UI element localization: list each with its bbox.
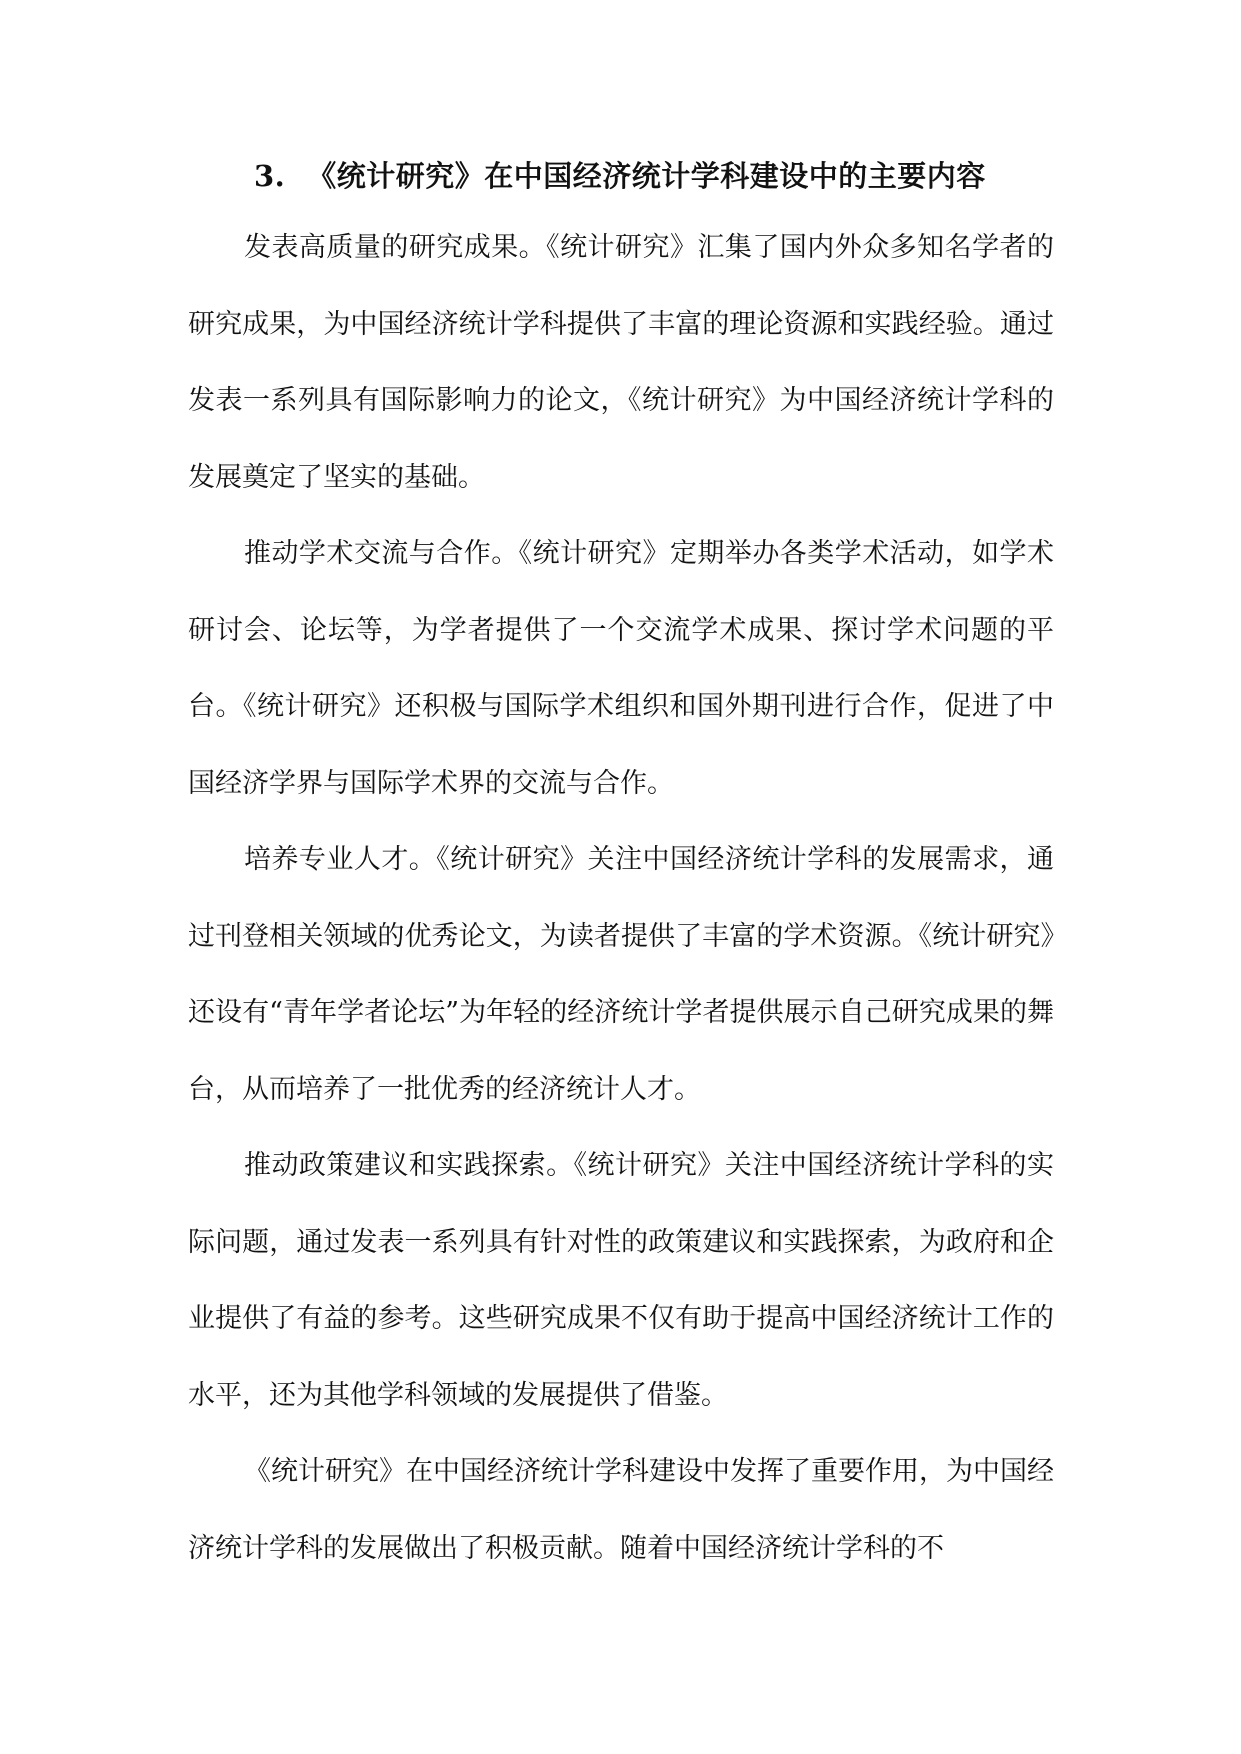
paragraph-talent-cultivation: 培养专业人才。《统计研究》关注中国经济统计学科的发展需求，通过刊登相关领域的优秀论文，为读者提供了丰富的学术资源。《统计研究》还设有“青年学者论坛”为年轻的经济统计学者提供展示自己研究成果的舞台，从而培养了一批优秀的经济统计人才。 (188, 844, 1054, 1105)
paragraph-academic-exchange: 推动学术交流与合作。《统计研究》定期举办各类学术活动，如学术研讨会、论坛等，为学者提供了一个交流学术成果、探讨学术问题的平台。《统计研究》还积极与国际学术组织和国外期刊进行合作，促进了中国经济学界与国际学术界的交流与合作。 (188, 538, 1054, 799)
section-number: 3. (254, 159, 286, 193)
paragraph-conclusion: 《统计研究》在中国经济统计学科建设中发挥了重要作用，为中国经济统计学科的发展做出了积极贡献。随着中国经济统计学科的不 (188, 1456, 1054, 1564)
section-heading (188, 152, 1054, 200)
section-title: 《统计研究》在中国经济统计学科建设中的主要内容 (307, 159, 986, 193)
paragraph-research-output: 发表高质量的研究成果。《统计研究》汇集了国内外众多知名学者的研究成果，为中国经济统计学科提供了丰富的理论资源和实践经验。通过发表一系列具有国际影响力的论文，《统计研究》为中国经济统计学科的发展奠定了坚实的基础。 (188, 232, 1054, 493)
paragraph-policy-practice: 推动政策建议和实践探索。《统计研究》关注中国经济统计学科的实际问题，通过发表一系列具有针对性的政策建议和实践探索，为政府和企业提供了有益的参考。这些研究成果不仅有助于提高中国经济统计工作的水平，还为其他学科领域的发展提供了借鉴。 (188, 1150, 1054, 1411)
document-page (188, 152, 1054, 1587)
